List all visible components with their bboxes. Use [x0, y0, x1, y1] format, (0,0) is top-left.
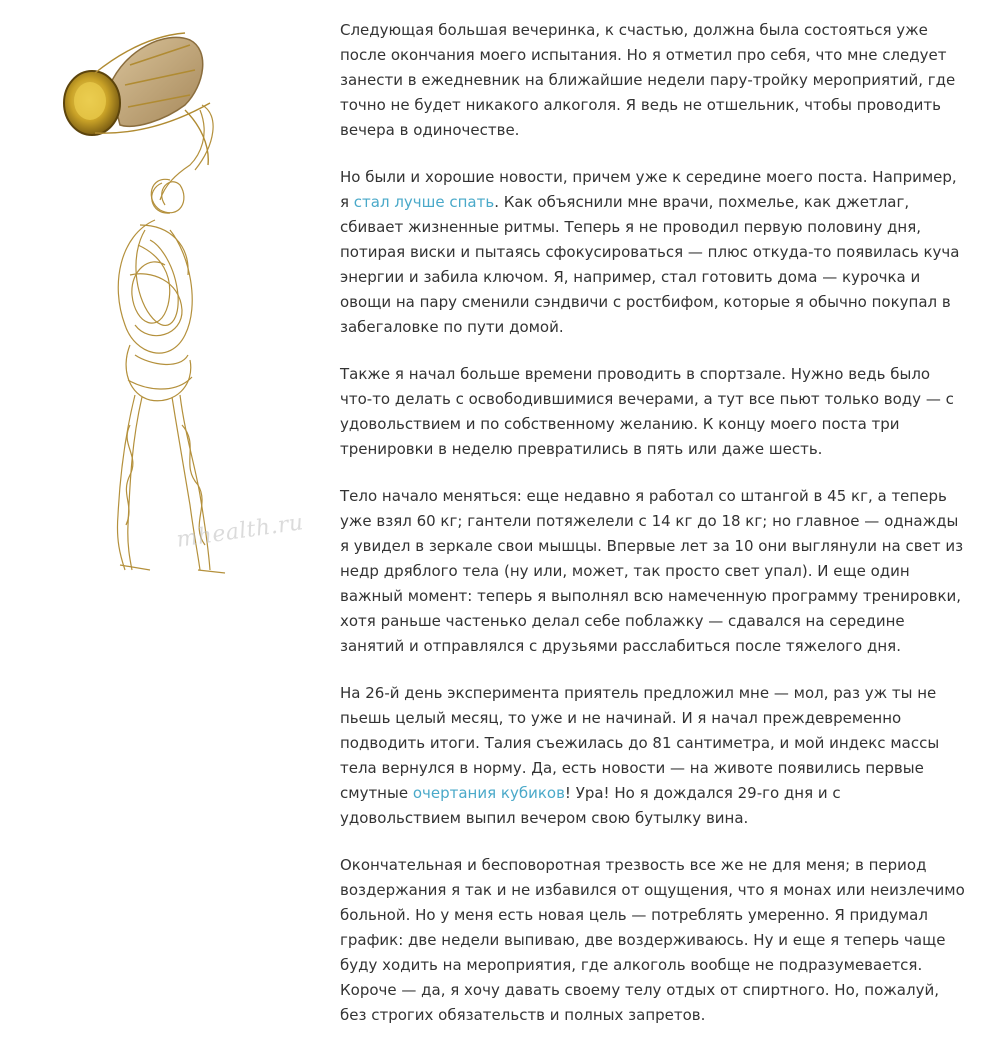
paragraph-2-text-b: . Как объяснили мне врачи, похмелье, как джетлаг, сбивает жизненные ритмы. Теперь я не проводил первую половину дня, потирая виски и пытаясь сфокусироваться — плюс откуда-то появилась куча энергии и забила ключом. Я, например, стал готовить дома — курочка и овощи на пару сменили сэндвичи с ростбифом, которые я обычно покупал в забегаловке по пути домой.: [340, 193, 960, 336]
watermark-text: mhealth.ru: [175, 510, 306, 553]
article-body: [340, 18, 965, 1050]
wire-figure-image: [50, 25, 310, 575]
paragraph-5-text-a: На 26-й день эксперимента приятель предложил мне — мол, раз уж ты не пьешь целый месяц, то уже и не начинай. И я начал преждевременно подводить итоги. Талия съежилась до 81 сантиметра, и мой индекс массы тела вернулся в норму. Да, есть новости — на животе появились первые смутные: [340, 684, 940, 802]
wire-figure-illustration: [50, 25, 310, 575]
paragraph-2-text-a: Но были и хорошие новости, причем уже к середине моего поста. Например, я: [340, 168, 957, 211]
paragraph-5-text-b: ! Ура! Но я дождался 29-го дня и с удовольствием выпил вечером свою бутылку вина.: [340, 784, 841, 827]
paragraph-5: [340, 681, 965, 831]
paragraph-3: Также я начал больше времени проводить в спортзале. Нужно ведь было что-то делать с освободившимися вечерами, а тут все пьют только воду — с удовольствием и по собственному желанию. К концу моего поста три тренировки в неделю превратились в пять или даже шесть.: [340, 365, 954, 458]
paragraph-1: Следующая большая вечеринка, к счастью, должна была состояться уже после окончания моего испытания. Но я отметил про себя, что мне следует занести в ежедневник на ближайшие недели пару-тройку мероприятий, где точно не будет никакого алкоголя. Я ведь не отшельник, чтобы проводить вечера в одиночестве.: [340, 21, 956, 139]
champagne-cork: [64, 37, 203, 135]
link-sleep-better[interactable]: стал лучше спать: [353, 193, 495, 211]
paragraph-2: [340, 165, 965, 340]
link-abs-outline[interactable]: очертания кубиков: [412, 784, 565, 802]
wire-figure-body: [117, 105, 225, 573]
paragraph-6: Окончательная и бесповоротная трезвость все же не для меня; в период воздержания я так и не избавился от ощущения, что я монах или неизлечимо больной. Но у меня есть новая цель — потреблять умеренно. Я придумал график: две недели выпиваю, две воздерживаюсь. Ну и еще я теперь чаще буду ходить на мероприятия, где алкоголь вообще не подразумевается. Короче — да, я хочу давать своему телу отдых от спиртного. Но, пожалуй, без строгих обязательств и полных запретов.: [340, 856, 965, 1024]
paragraph-4: Тело начало меняться: еще недавно я работал со штангой в 45 кг, а теперь уже взял 60 кг; гантели потяжелели с 14 кг до 18 кг; но главное — однажды я увидел в зеркале свои мышцы. Впервые лет за 10 они выглянули на свет из недр дряблого тела (ну или, может, так просто свет упал). И еще один важный момент: теперь я выполнял всю намеченную программу тренировки, хотя раньше частенько делал себе поблажку — сдавался на середине занятий и отправлялся с друзьями расслабиться после тяжелого дня.: [340, 487, 964, 655]
